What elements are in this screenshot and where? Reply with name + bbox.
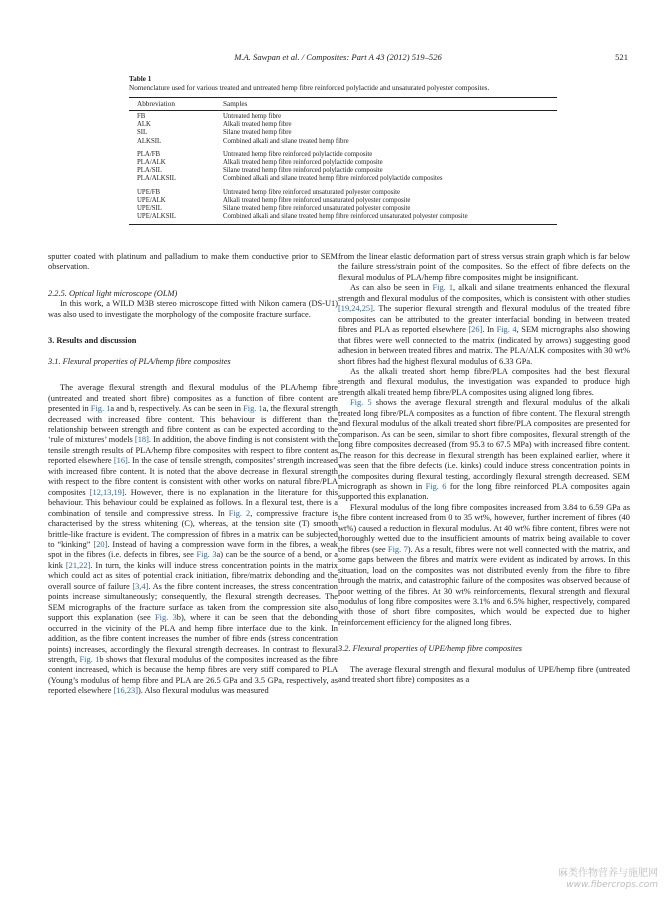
- body-text: , compressive fracture is characterised by the stress whitening (C), whereas, at the tension site (T) smooth brittle-like fracture is evident. The compression of fibres in a matrix can be subjected to “kinking”: [48, 508, 338, 549]
- body-text: a) can be the source of a bend, or a kink: [48, 550, 338, 570]
- table-row: [129, 175, 557, 183]
- modulus-continuation-paragraph: from the linear elastic deformation part of stress versus strain graph which is far below the failure stress/strain point of the composites. So the effect of fibre defects on the flexural modulus of PLA/hemp fibre composites might be insignificant.: [338, 252, 630, 282]
- table-row: [129, 205, 557, 213]
- table-cell-abbreviation: SIL: [137, 129, 148, 137]
- body-text: , alkali and silane treatments enhanced the flexural strength and flexural modulus of the composites, which is consistent with other studies: [338, 283, 630, 303]
- table-cell-sample: Alkali treated hemp fibre: [223, 121, 292, 129]
- journal-citation: M.A. Sawpan et al. / Composites: Part A 43 (2012) 519–526: [234, 52, 442, 62]
- body-text: ). As a result, fibres were not well connected with the matrix, and some gaps between the fibres and matrix were evident as indicated by arrows. In this situation, load on the composites was not distributed evenly from the fibre to fibre through the matrix, and catastrophic failure of the composites was observed because of poor wetting of the fibres. At 30 wt% reinforcements, flexural strength and flexural modulus of long fibre composites were 3.1% and 6.5% higher, respectively, compared with those of short fibre composites, which would be expected due to higher reinforcement efficiency for the aligned long fibres.: [338, 544, 630, 627]
- table-cell-abbreviation: UPE/ALK: [137, 196, 166, 204]
- table-cell-sample: Silane treated hemp fibre reinforced unsaturated polyester composite: [223, 205, 411, 213]
- body-text: shows the average flexural strength and flexural modulus of the alkali treated long fibre/PLA composites as a function of fibre content. The flexural strength and flexural modulus of the alkali treated short fibre/PLA composites are presented for comparison. As can be seen, similar to short fibre composites, flexural strength of the long fibre composites decreased (from 95.3 to 67.5 MPa) with increased fibre content. The reason for this decrease in flexural strength has been explained earlier, where it was seen that the fibre defects (i.e. kinks) could induce stress concentration points in the composites during flexural testing, accordingly flexural strength decreased. SEM micrograph as shown in: [338, 398, 630, 491]
- table-cell-abbreviation: PLA/ALK: [137, 159, 166, 167]
- table-row: [129, 197, 557, 205]
- body-text: . The superior flexural strength and flexural modulus of the treated fibre composites can be attributed to the greater interfacial bonding in between treated fibres and PLA as reported elsewhere: [338, 304, 630, 335]
- table-row: [129, 167, 557, 175]
- watermark-chinese-text: 麻类作物营养与施肥网: [558, 868, 658, 879]
- reference-link[interactable]: [16]: [113, 456, 128, 466]
- table-cell-abbreviation: UPE/FB: [137, 188, 161, 196]
- body-text: a and b, respectively. As can be seen in: [110, 404, 244, 414]
- reference-link[interactable]: Fig. 1: [243, 404, 263, 414]
- flexural-pla-paragraph: [48, 383, 338, 697]
- table-cell-abbreviation: PLA/FB: [137, 150, 161, 158]
- right-column: [338, 252, 630, 686]
- reference-link[interactable]: [16,23]: [113, 686, 138, 696]
- body-text: ). Also flexural modulus was measured: [138, 686, 269, 696]
- table-cell-sample: Untreated hemp fibre reinforced polylactide composite: [223, 150, 373, 158]
- body-text: . In turn, the kinks will induce stress concentration points in the matrix which could act as sites of potential crack initiation, fibre/matrix debonding and the overall source of failure: [48, 560, 338, 591]
- table-group: [129, 187, 557, 225]
- reference-link[interactable]: Fig. 3: [196, 550, 217, 560]
- table-cell-sample: Alkali treated hemp fibre reinforced unsaturated polyester composite: [223, 196, 411, 204]
- table-description: Nomenclature used for various treated and untreated hemp fibre reinforced polylactide and unsaturated polyester composites.: [129, 84, 490, 92]
- reference-link[interactable]: [21,22]: [65, 560, 91, 570]
- reference-link[interactable]: Fig. 3: [155, 613, 177, 623]
- left-column: [48, 252, 338, 697]
- table-cell-abbreviation: UPE/SIL: [137, 205, 162, 213]
- body-text: . In the case of tensile strength, composites’ strength increased with increased fibre content. It is noted that the above decrease in flexural strength with respect to the fibre content is consistent with other works on natural fibre/PLA composites: [48, 456, 338, 497]
- reference-link[interactable]: [19,24,25]: [338, 304, 373, 314]
- reference-link[interactable]: Fig. 1: [90, 404, 111, 414]
- sem-continuation-paragraph: sputter coated with platinum and palladium to make them conductive prior to SEM observation.: [48, 252, 338, 272]
- reference-link[interactable]: [18]: [134, 435, 149, 445]
- watermark-url: www.fibercrops.com: [566, 880, 658, 890]
- table-cell-abbreviation: PLA/ALKSIL: [137, 175, 176, 183]
- reference-link[interactable]: Fig. 6: [425, 481, 447, 491]
- upe-paragraph: The average flexural strength and flexural modulus of UPE/hemp fibre (untreated and treated short fibre) composites as a: [338, 664, 630, 685]
- table-cell-abbreviation: PLA/SIL: [137, 167, 162, 175]
- reference-link[interactable]: Fig. 7: [387, 544, 408, 554]
- table-cell-abbreviation: FB: [137, 113, 146, 120]
- reference-link[interactable]: [3,4]: [132, 581, 149, 591]
- table-cell-sample: Untreated hemp fibre: [223, 113, 282, 120]
- long-fibre-modulus-paragraph: [338, 503, 630, 628]
- table-group: [129, 111, 557, 149]
- body-text: As can also be seen in: [350, 283, 433, 293]
- table-row: [129, 129, 557, 137]
- table-cell-sample: Alkali treated hemp fibre reinforced polylactide composite: [223, 159, 383, 167]
- olm-paragraph: In this work, a WILD M3B stereo microscope fitted with Nikon camera (DS-U1) was also used to investigate the morphology of the composite fracture surface.: [48, 299, 338, 319]
- nomenclature-table-block: [129, 75, 557, 225]
- body-text: . In: [482, 325, 497, 335]
- table-cell-sample: Combined alkali and silane treated hemp fibre reinforced unsaturated polyester composite: [223, 213, 468, 221]
- table-body: [129, 111, 557, 224]
- table-caption: Table 1: [129, 75, 152, 83]
- table-header-samples: Samples: [223, 100, 248, 108]
- reference-link[interactable]: [26]: [468, 325, 483, 335]
- table-row: [129, 113, 557, 121]
- table-cell-abbreviation: UPE/ALKSIL: [137, 213, 176, 221]
- table-cell-sample: Combined alkali and silane treated hemp fibre: [223, 137, 349, 145]
- table-header-row: [129, 98, 557, 111]
- body-text: Flexural modulus of the long fibre composites increased from 3.84 to 6.59 GPa as the fibre content increased from 0 to 35 wt%, however, further increment of fibres (40 wt%) caused a reduction in flexural modulus. At 40 wt% fibre content, fibres were not thoroughly wetted due to the insufficient amounts of matrix being available to cover the fibres (see: [338, 502, 630, 554]
- nomenclature-table: [129, 97, 557, 225]
- section-heading-results: 3. Results and discussion: [48, 336, 137, 346]
- table-cell-sample: Silane treated hemp fibre: [223, 129, 292, 137]
- body-text: b shows that flexural modulus of the composites increased as the fibre content increased, which is because the hemp fibres are very stiff compared to PLA (Young’s modulus of hemp fibre and PLA are 26.5 GPa and 3.5 GPa, respectively, as reported elsewhere: [48, 654, 339, 696]
- body-text: . In addition, the above finding is not consistent with the tensile strength results of PLA/hemp fibre composites with respect to fibre content as reported elsewhere: [48, 435, 338, 466]
- table-cell-abbreviation: ALK: [137, 121, 151, 129]
- table-cell-sample: Combined alkali and silane treated hemp fibre reinforced polylactide composites: [223, 175, 443, 183]
- body-text: for the long fibre reinforced PLA composites again supported this explanation.: [338, 481, 630, 502]
- long-fibre-intro-paragraph: As the alkali treated short hemp fibre/PLA composites had the best flexural strength and flexural modulus, the investigation was expanded to produce high strength alkali treated hemp fibre/PLA composites using aligned long fibres.: [338, 366, 630, 397]
- body-text: . Instead of having a compression wave form in the fibres, a weak spot in the fibres (i.e. defects in fibres, see: [48, 539, 338, 560]
- fig5-paragraph: [338, 398, 630, 503]
- body-text: . However, there is no explanation in the literature for this behaviour. This behaviour could be explained as follows. In a flexural test, there is a combination of tensile and compressive stress. In: [48, 487, 339, 518]
- body-text: The average flexural strength and flexural modulus of the PLA/hemp fibre (untreated and treated short fibre) composites as a function of fibre content are presented in: [48, 383, 338, 414]
- section-heading-olm: 2.2.5. Optical light microscope (OLM): [48, 288, 178, 298]
- table-row: [129, 138, 557, 146]
- table-group: [129, 149, 557, 187]
- table-cell-abbreviation: ALKSIL: [137, 137, 162, 145]
- body-text: , SEM micrographs also showing that fibres were well connected to the matrix (indicated by arrows) suggesting good adhesion in between treated fibres and matrix. The PLA/ALK composites with 30 wt% short fibres had the highest flexural modulus of 6.33 GPa.: [338, 325, 630, 366]
- reference-link[interactable]: Fig. 5: [350, 398, 372, 408]
- table-row: [129, 159, 557, 167]
- table-cell-sample: Silane treated hemp fibre reinforced polylactide composite: [223, 167, 383, 175]
- reference-link[interactable]: Fig. 4: [496, 325, 517, 335]
- table-row: [129, 213, 557, 221]
- table-header-abbreviation: Abbreviation: [137, 100, 175, 108]
- section-heading-3-2: 3.2. Flexural properties of UPE/hemp fibre composites: [338, 644, 523, 654]
- body-text: . As the fibre content increases, the stress concentration points increase simultaneously; consequently, the flexural strength decreases. The SEM micrographs of the fracture surface as taken from the compression site also support this explanation (see: [48, 581, 338, 623]
- table-cell-sample: Untreated hemp fibre reinforced unsaturated polyester composite: [223, 188, 401, 196]
- reference-link[interactable]: [20]: [93, 539, 108, 549]
- table-row: [129, 121, 557, 129]
- section-heading-3-1: 3.1. Flexural properties of PLA/hemp fibre composites: [48, 356, 231, 366]
- table-row: [129, 189, 557, 197]
- reference-link[interactable]: Fig. 1: [432, 283, 454, 293]
- treatment-paragraph: [338, 283, 630, 367]
- reference-link[interactable]: Fig. 2: [228, 508, 251, 518]
- reference-link[interactable]: Fig. 1: [79, 654, 100, 664]
- site-watermark: [558, 868, 658, 891]
- body-text: a, the flexural strength decreased with increased fibre content. This behaviour is different than the relationship between strength and fibre content as can be expected according to the ‘rule of mixtures’ models: [48, 404, 338, 445]
- table-row: [129, 151, 557, 159]
- running-header: [48, 52, 628, 64]
- reference-link[interactable]: [12,13,19]: [89, 487, 125, 497]
- body-text: b), where it can be seen that the debonding occurred in the vicinity of the PLA and hemp fibre interface due to the kink. In addition, as the fibre content increases the number of fibre ends (stress concentration points) increases, accordingly the flexural strength decreases. In contrast to flexural strength,: [48, 613, 338, 664]
- page-number: 521: [615, 52, 628, 62]
